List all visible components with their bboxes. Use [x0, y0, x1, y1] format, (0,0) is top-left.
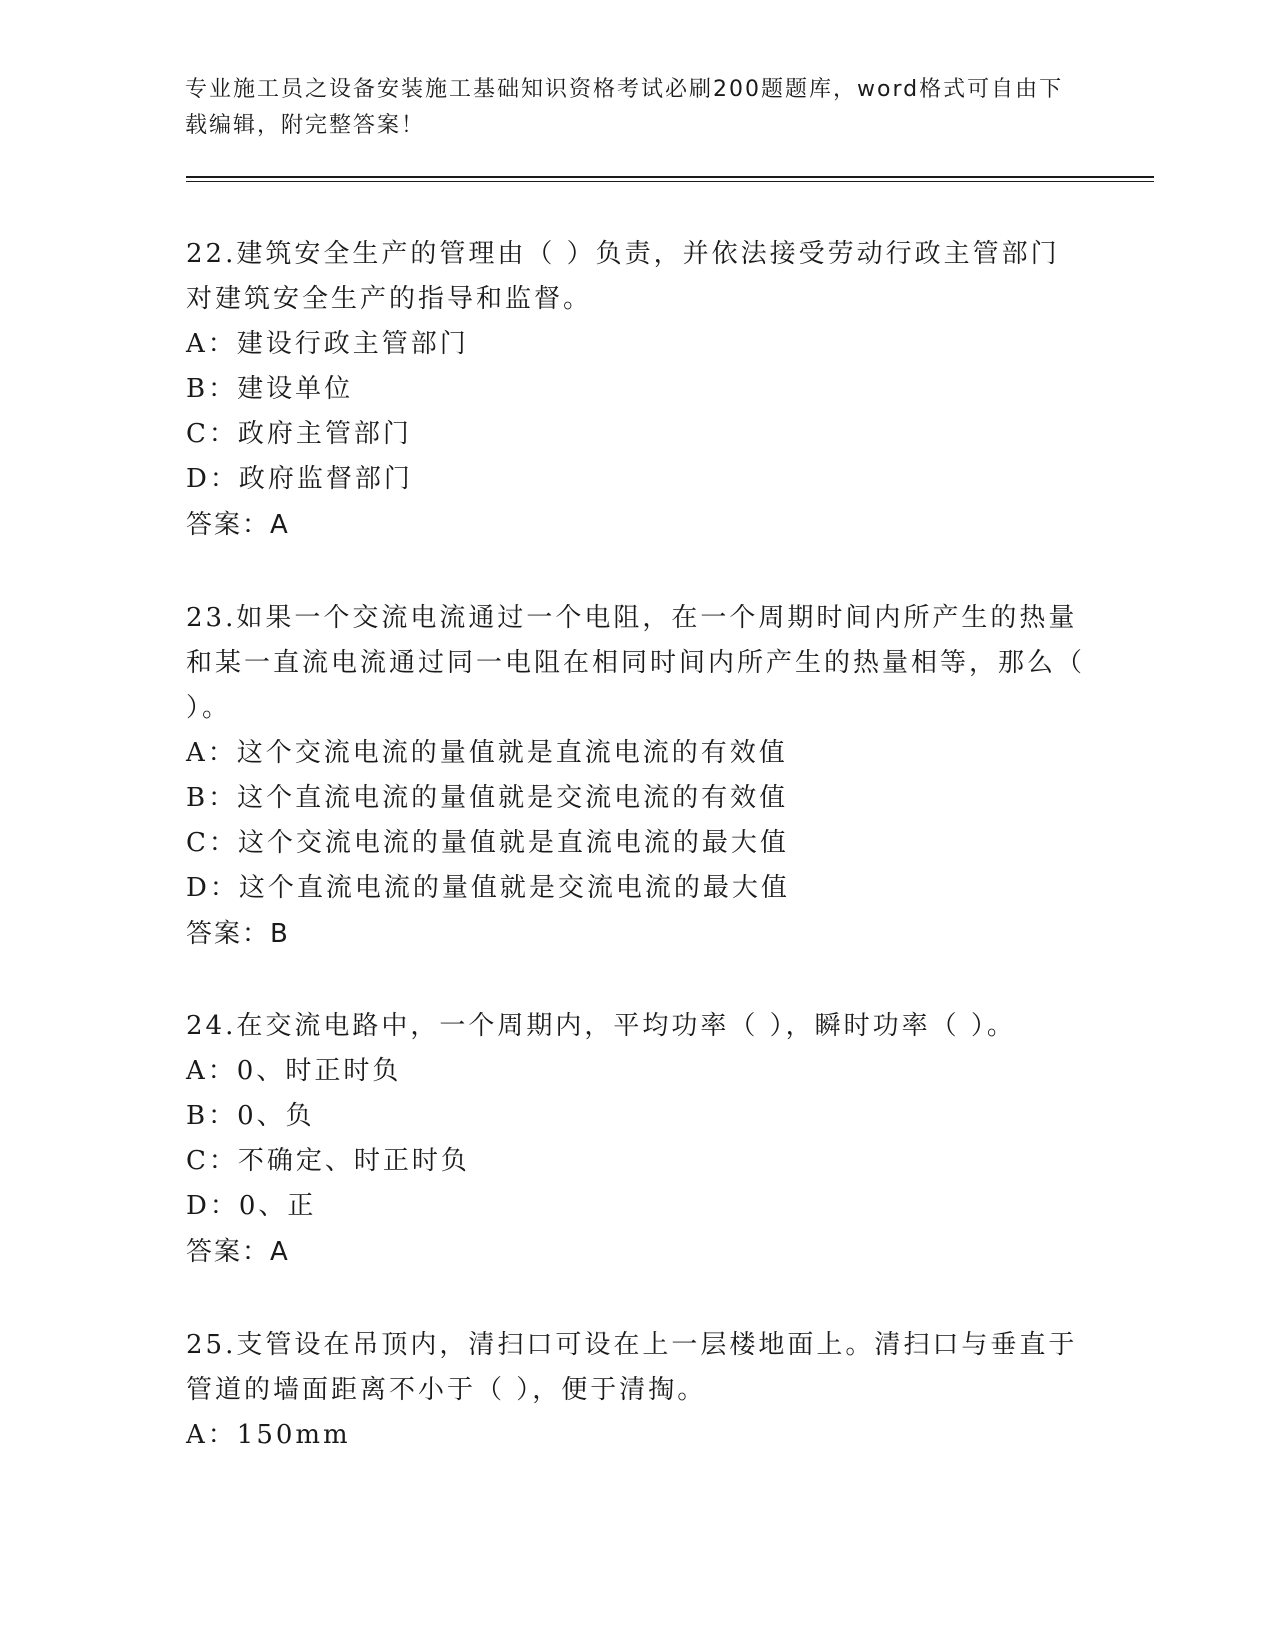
option-a: A：这个交流电流的量值就是直流电流的有效值 [186, 738, 788, 768]
question-22 [186, 232, 1086, 548]
option-c: C：不确定、时正时负 [186, 1146, 470, 1176]
answer: 答案：A [186, 1237, 290, 1267]
option-b: B：0、负 [186, 1101, 315, 1131]
option-b: B：建设单位 [186, 374, 354, 404]
option-d: D：这个直流电流的量值就是交流电流的最大值 [186, 873, 790, 903]
question-stem: 24.在交流电路中，一个周期内，平均功率（ ），瞬时功率（ ）。 [186, 1011, 1016, 1041]
option-a: A：建设行政主管部门 [186, 329, 469, 359]
question-stem: 25.支管设在吊顶内，清扫口可设在上一层楼地面上。清扫口与垂直于管道的墙面距离不小于（ ），便于清掏。 [186, 1330, 1078, 1405]
header-divider-thin [186, 181, 1154, 182]
option-a: A：150mm [186, 1420, 351, 1450]
question-stem: 23.如果一个交流电流通过一个电阻，在一个周期时间内所产生的热量和某一直流电流通过同一电阻在相同时间内所产生的热量相等，那么（ ）。 [186, 603, 1086, 723]
option-c: C：政府主管部门 [186, 419, 412, 449]
header-divider-thick [186, 176, 1154, 178]
question-23 [186, 596, 1086, 957]
option-a: A：0、时正时负 [186, 1056, 402, 1086]
answer: 答案：A [186, 510, 290, 540]
option-d: D：政府监督部门 [186, 464, 413, 494]
answer: 答案：B [186, 919, 290, 949]
question-25 [186, 1323, 1086, 1458]
document-header: 专业施工员之设备安装施工基础知识资格考试必刷200题题库，word格式可自由下载编辑，附完整答案！ [185, 77, 1064, 138]
option-b: B：这个直流电流的量值就是交流电流的有效值 [186, 783, 789, 813]
question-24 [186, 1004, 1086, 1275]
question-stem: 22.建筑安全生产的管理由（ ）负责，并依法接受劳动行政主管部门对建筑安全生产的指导和监督。 [186, 239, 1060, 314]
option-d: D：0、正 [186, 1191, 317, 1221]
option-c: C：这个交流电流的量值就是直流电流的最大值 [186, 828, 789, 858]
